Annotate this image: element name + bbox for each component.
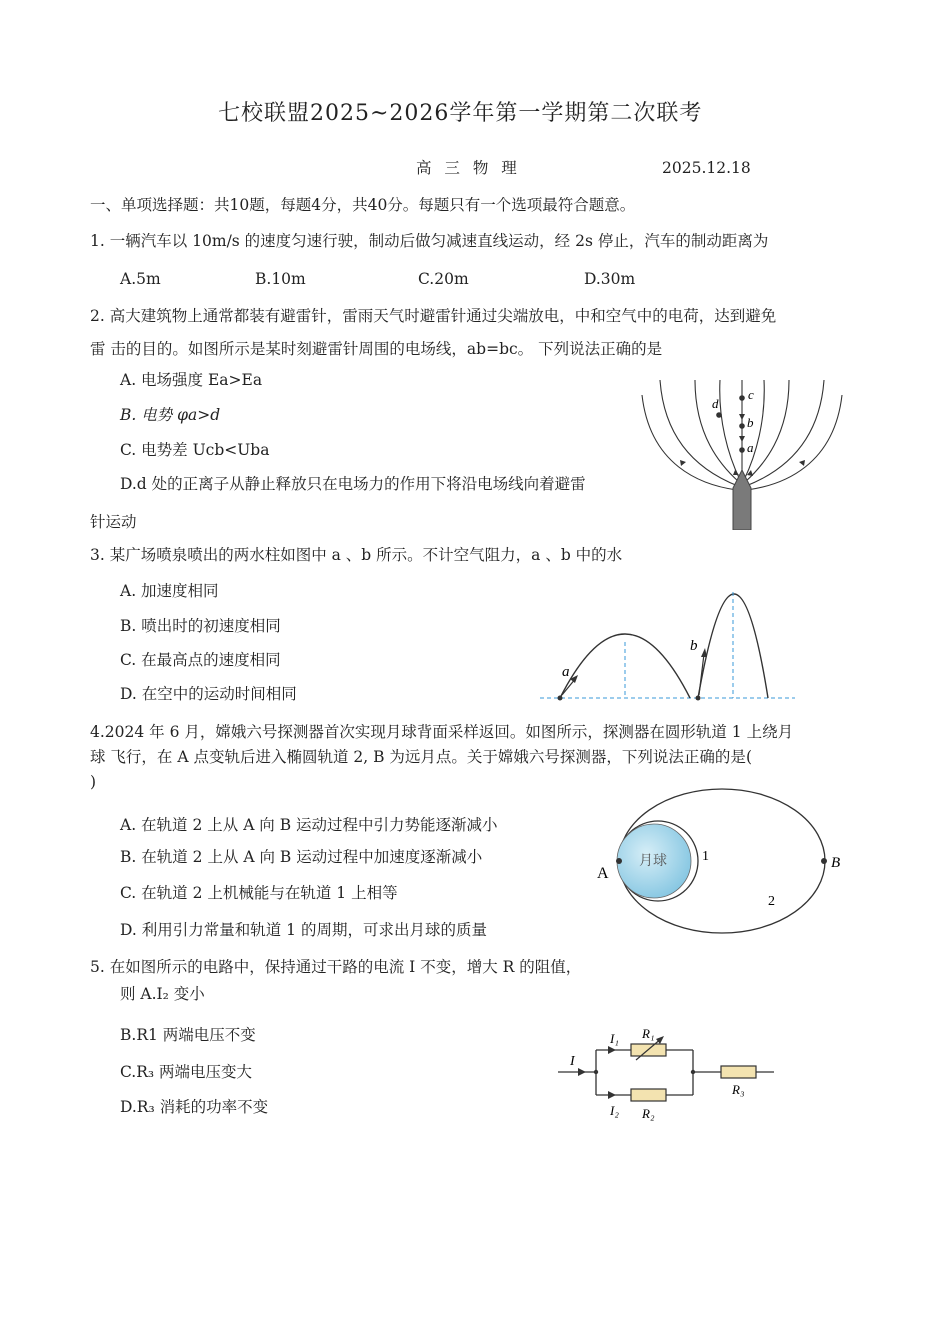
q4-option-d: D. 利用引力常量和轨道 1 的周期，可求出月球的质量 xyxy=(120,921,487,939)
point-d xyxy=(716,412,722,418)
junction-left xyxy=(594,1070,598,1074)
fountain-figure xyxy=(540,580,795,705)
current-arrow-branch-2 xyxy=(608,1091,616,1099)
q2-stem-line2: 雷 击的目的。如图所示是某时刻避雷针周围的电场线，ab=bc。 下列说法正确的是 xyxy=(90,340,663,358)
q4-stem-line3: ) xyxy=(90,773,97,791)
q2-option-d-line2: 针运动 xyxy=(90,513,137,531)
moon-label: 月球 xyxy=(639,854,667,869)
point-B xyxy=(821,858,827,864)
point-b xyxy=(739,423,745,429)
lunar-orbit-figure xyxy=(592,785,854,940)
q4-option-a: A. 在轨道 2 上从 A 向 B 运动过程中引力势能逐渐减小 xyxy=(120,816,498,834)
label-orbit-2: 2 xyxy=(768,894,775,909)
velocity-arrow-b xyxy=(699,654,704,695)
q3-option-d: D. 在空中的运动时间相同 xyxy=(120,685,297,703)
label-R1: R₁ xyxy=(642,1026,655,1041)
label-a: a xyxy=(562,664,570,680)
q5-option-d: D.R₃ 消耗的功率不变 xyxy=(120,1098,269,1116)
q3-option-a: A. 加速度相同 xyxy=(120,582,219,600)
arrowhead-a xyxy=(570,675,578,683)
label-orbit-1: 1 xyxy=(702,849,709,864)
q4-stem-line2: 球 飞行，在 A 点变轨后进入椭圆轨道 2, B 为远月点。关于嫦娥六号探测器，下列说法正确的是( xyxy=(90,748,752,766)
q2-stem-line1: 2. 高大建筑物上通常都装有避雷针，雷雨天气时避雷针通过尖端放电，中和空气中的电荷，达到避免 xyxy=(90,307,777,325)
label-R2: R₂ xyxy=(642,1106,655,1121)
current-arrow-branch-1 xyxy=(608,1046,616,1054)
q3-option-c: C. 在最高点的速度相同 xyxy=(120,651,281,669)
exam-date: 2025.12.18 xyxy=(662,159,751,177)
point-A xyxy=(616,858,622,864)
label-R3: R₃ xyxy=(732,1082,745,1097)
q5-stem-line2: 则 A.I₂ 变小 xyxy=(120,985,205,1003)
label-a: a xyxy=(747,440,754,455)
q5-option-c: C.R₃ 两端电压变大 xyxy=(120,1063,253,1081)
field-arrow xyxy=(680,460,686,466)
q1-option-a: A.5m xyxy=(120,270,161,288)
label-A: A xyxy=(597,865,609,882)
label-I: I xyxy=(570,1054,575,1069)
subject-label: 高 三 物 理 xyxy=(416,159,521,177)
circuit-figure xyxy=(556,1020,778,1125)
field-arrow xyxy=(739,436,745,442)
point-a xyxy=(739,447,745,453)
point-c xyxy=(739,395,745,401)
field-line xyxy=(746,380,824,486)
q1-stem: 1. 一辆汽车以 10m/s 的速度匀速行驶，制动后做匀减速直线运动，经 2s 停止，汽车的制动距离为 xyxy=(90,232,769,250)
q4-option-b: B. 在轨道 2 上从 A 向 B 运动过程中加速度逐渐减小 xyxy=(120,848,483,866)
label-B: B xyxy=(831,855,841,871)
q2-option-d-line1: D.d 处的正离子从静止释放只在电场力的作用下将沿电场线向着避雷 xyxy=(120,475,586,493)
q2-option-b: B. 电势 φa>d xyxy=(120,406,221,424)
label-c: c xyxy=(748,387,754,402)
resistor-r2 xyxy=(631,1089,666,1101)
arrowhead-b xyxy=(701,648,707,657)
label-d: d xyxy=(712,396,719,411)
field-line xyxy=(642,395,737,490)
field-line xyxy=(660,380,738,486)
q1-option-b: B.10m xyxy=(255,270,306,288)
lightning-rod-figure xyxy=(640,380,845,530)
label-I2: I₂ xyxy=(610,1103,619,1118)
label-I1: I₁ xyxy=(610,1031,619,1046)
q5-stem: 5. 在如图所示的电路中，保持通过干路的电流 I 不变，增大 R 的阻值， xyxy=(90,958,582,976)
q1-option-d: D.30m xyxy=(584,270,636,288)
label-b: b xyxy=(690,638,698,654)
q5-option-b: B.R1 两端电压不变 xyxy=(120,1026,256,1044)
launch-point-b xyxy=(696,696,701,701)
junction-right xyxy=(691,1070,695,1074)
q3-stem: 3. 某广场喷泉喷出的两水柱如图中 a 、b 所示。不计空气阻力，a 、b 中的水 xyxy=(90,546,623,564)
q2-option-c: C. 电势差 Ucb<Uba xyxy=(120,441,270,459)
field-line xyxy=(747,395,842,490)
field-arrow xyxy=(799,460,805,466)
q1-option-c: C.20m xyxy=(418,270,469,288)
resistor-r3 xyxy=(721,1066,756,1078)
section-heading: 一、单项选择题：共10题，每题4分，共40分。每题只有一个选项最符合题意。 xyxy=(90,196,636,214)
q3-option-b: B. 喷出时的初速度相同 xyxy=(120,617,281,635)
q4-stem-line1: 4.2024 年 6 月，嫦娥六号探测器首次实现月球背面采样返回。如图所示，探测器在圆形轨道 1 上绕月 xyxy=(90,723,794,741)
q2-option-a: A. 电场强度 Ea>Ea xyxy=(120,371,263,389)
exam-title: 七校联盟2025~2026学年第一学期第二次联考 xyxy=(218,101,703,126)
current-arrow-main xyxy=(578,1068,586,1076)
launch-point-a xyxy=(558,696,563,701)
q4-option-c: C. 在轨道 2 上机械能与在轨道 1 上相等 xyxy=(120,884,398,902)
field-arrow xyxy=(739,414,745,420)
label-b: b xyxy=(747,415,754,430)
